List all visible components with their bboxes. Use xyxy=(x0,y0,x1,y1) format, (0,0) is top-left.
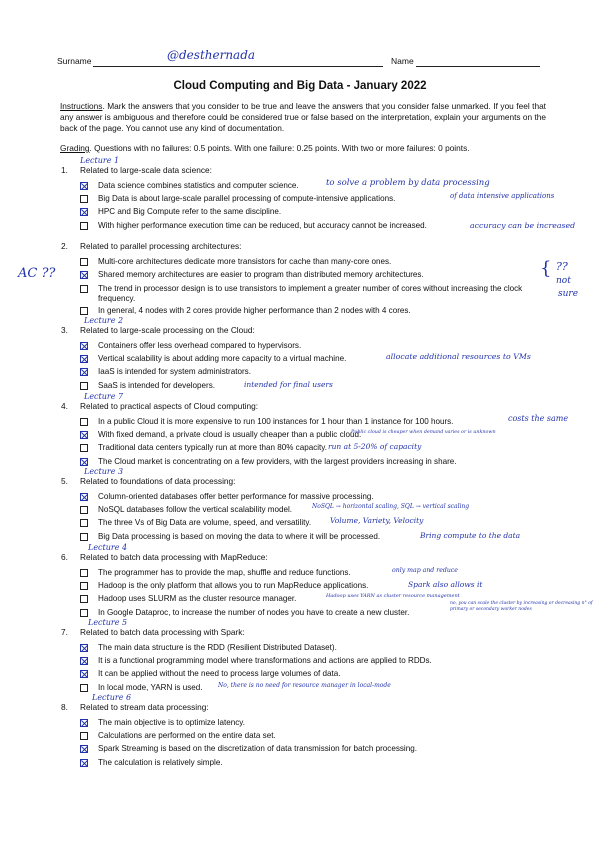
option-text: In a public Cloud it is more expensive to run 100 instances for 1 hour than 1 instance for 100 hours. xyxy=(98,417,454,426)
lecture-note: Lecture 4 xyxy=(88,543,128,552)
option-text: Calculations are performed on the entire data set. xyxy=(98,731,276,740)
instructions-label: Instructions xyxy=(60,101,103,111)
option-text: In Google Dataproc, to increase the number of nodes you have to create a new cluster. xyxy=(98,608,410,617)
margin-brace: { xyxy=(540,258,552,279)
checkbox[interactable] xyxy=(80,533,88,541)
option-text: SaaS is intended for developers. xyxy=(98,381,215,390)
grading-text: . Questions with no failures: 0.5 points. With one failure: 0.25 points. With two or more failures: 0 points. xyxy=(89,143,470,153)
checkbox[interactable] xyxy=(80,582,88,590)
checked-checkbox[interactable] xyxy=(80,182,88,190)
checked-checkbox[interactable] xyxy=(80,719,88,727)
checkbox[interactable] xyxy=(80,307,88,315)
option-text: Traditional data centers typically run at more than 80% capacity. xyxy=(98,443,327,452)
grading-paragraph xyxy=(60,143,546,154)
margin-note-right-q2-a: ?? xyxy=(556,260,568,273)
lecture-note: Lecture 1 xyxy=(80,156,120,165)
option-text: NoSQL databases follow the vertical scalability model. xyxy=(98,505,293,514)
handwritten-note: Public cloud is cheaper when demand varies or is unknown xyxy=(351,430,496,435)
surname-label: Surname xyxy=(57,56,92,66)
option-text: Hadoop is the only platform that allows you to run MapReduce applications. xyxy=(98,581,369,590)
checked-checkbox[interactable] xyxy=(80,670,88,678)
handwritten-note: Hadoop uses YARN as cluster resource management xyxy=(326,593,460,599)
checkbox[interactable] xyxy=(80,609,88,617)
checkbox[interactable] xyxy=(80,684,88,692)
option-text: Big Data processing is based on moving the data to where it will be processed. xyxy=(98,532,381,541)
handwritten-note: no, you can scale the cluster by increasing or decreasing n° of primary or secondary worker nodes xyxy=(450,601,593,612)
checkbox[interactable] xyxy=(80,222,88,230)
option-text: Vertical scalability is about adding more capacity to a virtual machine. xyxy=(98,354,347,363)
lecture-note: Lecture 7 xyxy=(84,392,124,401)
question-number: 8. xyxy=(61,702,68,712)
handwritten-note: run at 5-20% of capacity xyxy=(328,442,422,451)
option-text: Spark Streaming is based on the discretization of data transmission for batch processing. xyxy=(98,744,417,753)
handwritten-note: only map and reduce xyxy=(392,567,458,574)
option-text: HPC and Big Compute refer to the same discipline. xyxy=(98,207,282,216)
question-number: 1. xyxy=(61,165,68,175)
option-text: It is a functional programming model where transformations and actions are applied to RDDs. xyxy=(98,656,432,665)
option-text: With fixed demand, a private cloud is usually cheaper than a public cloud. xyxy=(98,430,362,439)
checked-checkbox[interactable] xyxy=(80,493,88,501)
checkbox[interactable] xyxy=(80,506,88,514)
option-text: Multi-core architectures dedicate more transistors for cache than many-core ones. xyxy=(98,257,392,266)
question-number: 5. xyxy=(61,476,68,486)
checked-checkbox[interactable] xyxy=(80,208,88,216)
option-text: The main objective is to optimize latency. xyxy=(98,718,245,727)
lecture-note: Lecture 2 xyxy=(84,316,124,325)
option-text: With higher performance execution time can be reduced, but accuracy cannot be increased. xyxy=(98,221,427,230)
option-text: In general, 4 nodes with 2 cores provide higher performance than 2 nodes with 4 cores. xyxy=(98,306,411,315)
question-text: Related to practical aspects of Cloud computing: xyxy=(80,401,259,411)
checked-checkbox[interactable] xyxy=(80,458,88,466)
checkbox[interactable] xyxy=(80,258,88,266)
option-text: Hadoop uses SLURM as the cluster resource manager. xyxy=(98,594,297,603)
grading-label: Grading xyxy=(60,143,90,153)
handwritten-note: to solve a problem by data processing xyxy=(326,178,490,188)
name-line xyxy=(416,66,540,67)
checkbox[interactable] xyxy=(80,285,88,293)
lecture-note: Lecture 6 xyxy=(92,693,132,702)
option-text: In local mode, YARN is used. xyxy=(98,683,203,692)
checkbox[interactable] xyxy=(80,195,88,203)
option-text: The trend in processor design is to use transistors to implement a greater number of cores without increasing the clock frequency. xyxy=(98,284,523,303)
handwritten-note: intended for final users xyxy=(244,380,333,389)
handwritten-note: No, there is no need for resource manager in local-mode xyxy=(218,682,391,689)
handwritten-note: costs the same xyxy=(508,414,569,423)
handwritten-note: Volume, Variety, Velocity xyxy=(330,516,424,525)
option-text: The main data structure is the RDD (Resilient Distributed Dataset). xyxy=(98,643,337,652)
checked-checkbox[interactable] xyxy=(80,271,88,279)
checked-checkbox[interactable] xyxy=(80,657,88,665)
option-text: Shared memory architectures are easier to program than distributed memory architectures. xyxy=(98,270,424,279)
checkbox[interactable] xyxy=(80,732,88,740)
option-text: IaaS is intended for system administrators. xyxy=(98,367,251,376)
lecture-note: Lecture 5 xyxy=(88,618,128,627)
checked-checkbox[interactable] xyxy=(80,644,88,652)
surname-value: @desthernada xyxy=(167,48,256,62)
checked-checkbox[interactable] xyxy=(80,368,88,376)
checkbox[interactable] xyxy=(80,595,88,603)
option-text: It can be applied without the need to process large volumes of data. xyxy=(98,669,341,678)
checked-checkbox[interactable] xyxy=(80,431,88,439)
question-number: 6. xyxy=(61,552,68,562)
question-number: 2. xyxy=(61,241,68,251)
question-number: 4. xyxy=(61,401,68,411)
option-text: The three Vs of Big Data are volume, speed, and versatility. xyxy=(98,518,312,527)
page-title: Cloud Computing and Big Data - January 2022 xyxy=(173,80,427,92)
handwritten-note: NoSQL → horizontal scaling, SQL → vertical scaling xyxy=(312,503,470,510)
option-text: The programmer has to provide the map, shuffle and reduce functions. xyxy=(98,568,351,577)
instructions-paragraph xyxy=(60,101,546,135)
margin-note-right-q2-c: sure xyxy=(558,289,579,299)
option-text: The Cloud market is concentrating on a few providers, with the largest providers increasing in share. xyxy=(98,457,457,466)
checked-checkbox[interactable] xyxy=(80,745,88,753)
checked-checkbox[interactable] xyxy=(80,355,88,363)
checkbox[interactable] xyxy=(80,519,88,527)
checkbox[interactable] xyxy=(80,418,88,426)
handwritten-note: allocate additional resources to VMs xyxy=(386,352,531,361)
question-text: Related to batch data processing with MapReduce: xyxy=(80,552,268,562)
question-text: Related to stream data processing: xyxy=(80,702,209,712)
checkbox[interactable] xyxy=(80,444,88,452)
checked-checkbox[interactable] xyxy=(80,759,88,767)
handwritten-note: accuracy can be increased xyxy=(470,221,576,230)
margin-note-left-q2: AC ?? xyxy=(18,266,56,281)
question-text: Related to foundations of data processing: xyxy=(80,476,236,486)
question-text: Related to large-scale processing on the Cloud: xyxy=(80,325,255,335)
question-number: 7. xyxy=(61,627,68,637)
question-number: 3. xyxy=(61,325,68,335)
handwritten-note: of data intensive applications xyxy=(450,192,555,200)
handwritten-note: Spark also allows it xyxy=(408,580,483,589)
option-text: The calculation is relatively simple. xyxy=(98,758,223,767)
option-text: Big Data is about large-scale parallel processing of compute-intensive applications. xyxy=(98,194,396,203)
checked-checkbox[interactable] xyxy=(80,342,88,350)
instructions-text: . Mark the answers that you consider to be true and leave the answers that you consider false unmarked. If you feel that any answer is ambiguous and therefore could be considered true or false based on the interpretation, explain your arguments on the back of the page. You cannot use any kind of documentation. xyxy=(60,101,546,134)
margin-note-right-q2-b: not xyxy=(556,276,571,286)
surname-line xyxy=(93,66,383,67)
name-label: Name xyxy=(391,56,414,66)
option-text: Containers offer less overhead compared to hypervisors. xyxy=(98,341,302,350)
option-text: Column-oriented databases offer better performance for massive processing. xyxy=(98,492,374,501)
question-text: Related to batch data processing with Spark: xyxy=(80,627,245,637)
checkbox[interactable] xyxy=(80,569,88,577)
checkbox[interactable] xyxy=(80,382,88,390)
question-text: Related to parallel processing architectures: xyxy=(80,241,242,251)
option-text: Data science combines statistics and computer science. xyxy=(98,181,299,190)
handwritten-note: Bring compute to the data xyxy=(420,531,521,540)
question-text: Related to large-scale data science: xyxy=(80,165,212,175)
lecture-note: Lecture 3 xyxy=(84,467,124,476)
